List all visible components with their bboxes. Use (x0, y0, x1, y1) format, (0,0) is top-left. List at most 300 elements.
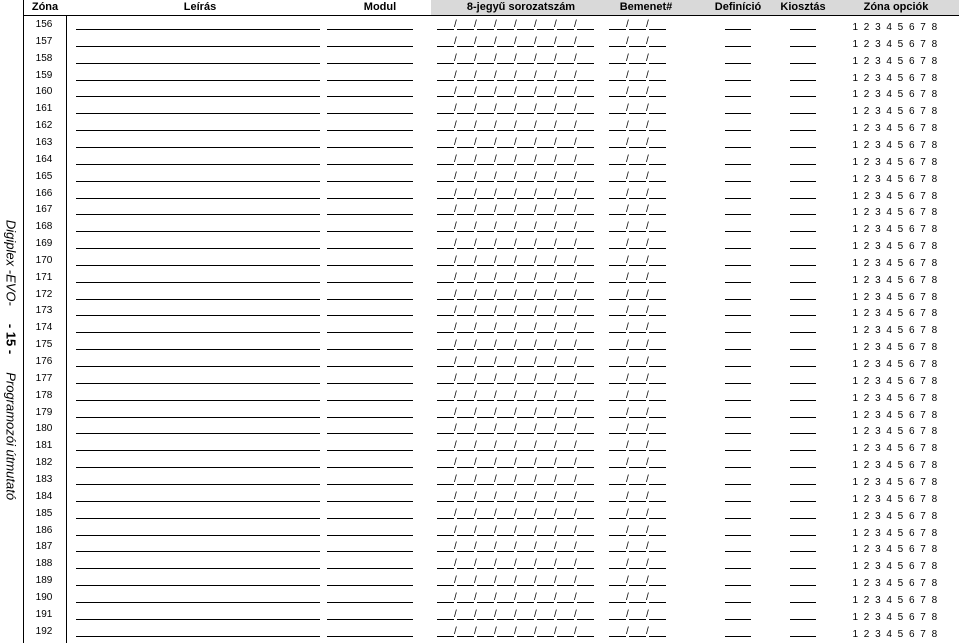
definition-field[interactable] (725, 315, 751, 316)
serial-digit-field[interactable] (477, 113, 494, 114)
input-digit-field[interactable] (609, 198, 626, 199)
option-number[interactable]: 7 (920, 476, 926, 488)
serial-digit-field[interactable] (437, 467, 454, 468)
option-number[interactable]: 6 (908, 89, 915, 101)
serial-digit-field[interactable] (457, 63, 474, 64)
serial-digit-field[interactable] (477, 450, 494, 451)
option-number[interactable]: 4 (886, 409, 892, 421)
serial-digit-field[interactable] (497, 349, 514, 350)
input-digit-field[interactable] (609, 501, 626, 502)
input-digit-field[interactable] (609, 130, 626, 131)
option-number[interactable]: 7 (920, 375, 926, 387)
serial-digit-field[interactable] (537, 96, 554, 97)
serial-digit-field[interactable] (517, 619, 534, 620)
serial-digit-field[interactable] (457, 147, 474, 148)
description-field[interactable] (76, 315, 320, 316)
option-number[interactable]: 7 (920, 359, 926, 370)
serial-digit-field[interactable] (557, 417, 574, 418)
zone-options[interactable] (850, 443, 940, 454)
option-number[interactable]: 6 (908, 409, 915, 421)
serial-digit-field[interactable] (437, 29, 454, 30)
zone-options[interactable] (850, 578, 940, 589)
input-digit-field[interactable] (609, 619, 626, 620)
option-number[interactable]: 3 (875, 274, 881, 286)
input-digit-field[interactable] (609, 551, 626, 552)
serial-digit-field[interactable] (557, 501, 574, 502)
input-digit-field[interactable] (649, 332, 666, 333)
serial-digit-field[interactable] (537, 63, 554, 64)
option-number[interactable]: 1 (852, 173, 859, 185)
input-digit-field[interactable] (629, 46, 646, 47)
option-number[interactable]: 4 (886, 55, 892, 67)
zone-options[interactable] (850, 140, 940, 151)
option-number[interactable]: 7 (920, 426, 926, 438)
option-number[interactable]: 7 (920, 443, 926, 455)
serial-digit-field[interactable] (577, 501, 594, 502)
option-number[interactable]: 2 (863, 628, 870, 640)
zone-options[interactable] (850, 292, 940, 303)
serial-digit-field[interactable] (557, 349, 574, 350)
serial-digit-field[interactable] (517, 299, 534, 300)
option-number[interactable]: 3 (875, 493, 881, 505)
option-number[interactable]: 7 (920, 274, 926, 286)
option-number[interactable]: 7 (920, 510, 926, 522)
serial-digit-field[interactable] (457, 214, 474, 215)
option-number[interactable]: 7 (920, 106, 926, 118)
serial-digit-field[interactable] (437, 282, 454, 283)
description-field[interactable] (76, 501, 320, 502)
partition-field[interactable] (790, 265, 816, 266)
description-field[interactable] (76, 551, 320, 552)
option-number[interactable]: 2 (863, 257, 870, 269)
definition-field[interactable] (725, 181, 751, 182)
definition-field[interactable] (725, 113, 751, 114)
option-number[interactable]: 6 (908, 527, 915, 539)
module-field[interactable] (327, 400, 413, 401)
option-number[interactable]: 1 (852, 426, 859, 438)
input-digit-field[interactable] (649, 551, 666, 552)
description-field[interactable] (76, 248, 320, 249)
definition-field[interactable] (725, 299, 751, 300)
description-field[interactable] (76, 568, 320, 569)
option-number[interactable]: 8 (931, 106, 938, 118)
option-number[interactable]: 3 (875, 308, 881, 320)
input-digit-field[interactable] (649, 198, 666, 199)
input-digit-field[interactable] (609, 433, 626, 434)
serial-digit-field[interactable] (457, 602, 474, 603)
option-number[interactable]: 2 (863, 594, 870, 606)
serial-digit-field[interactable] (497, 248, 514, 249)
serial-digit-field[interactable] (577, 450, 594, 451)
option-number[interactable]: 3 (875, 72, 881, 84)
definition-field[interactable] (725, 198, 751, 199)
option-number[interactable]: 3 (875, 561, 881, 573)
option-number[interactable]: 4 (886, 426, 892, 438)
option-number[interactable]: 1 (852, 392, 859, 404)
option-number[interactable]: 2 (863, 308, 870, 320)
option-number[interactable]: 7 (920, 409, 926, 421)
module-field[interactable] (327, 29, 413, 30)
input-digit-field[interactable] (609, 231, 626, 232)
input-digit-field[interactable] (629, 214, 646, 215)
option-number[interactable]: 3 (875, 224, 881, 236)
serial-digit-field[interactable] (437, 619, 454, 620)
definition-field[interactable] (725, 433, 751, 434)
input-digit-field[interactable] (609, 602, 626, 603)
serial-digit-field[interactable] (557, 332, 574, 333)
zone-options[interactable] (850, 426, 940, 437)
zone-options[interactable] (850, 39, 940, 50)
serial-digit-field[interactable] (497, 568, 514, 569)
input-digit-field[interactable] (649, 619, 666, 620)
serial-digit-field[interactable] (577, 231, 594, 232)
input-digit-field[interactable] (609, 63, 626, 64)
serial-digit-field[interactable] (537, 636, 554, 637)
option-number[interactable]: 2 (863, 190, 870, 202)
option-number[interactable]: 6 (908, 628, 915, 640)
option-number[interactable]: 4 (886, 22, 892, 33)
serial-digit-field[interactable] (437, 46, 454, 47)
module-field[interactable] (327, 619, 413, 620)
serial-digit-field[interactable] (477, 46, 494, 47)
zone-options[interactable] (850, 22, 940, 33)
module-field[interactable] (327, 433, 413, 434)
serial-digit-field[interactable] (457, 332, 474, 333)
serial-digit-field[interactable] (557, 265, 574, 266)
definition-field[interactable] (725, 96, 751, 97)
input-digit-field[interactable] (629, 80, 646, 81)
option-number[interactable]: 4 (886, 274, 892, 286)
option-number[interactable]: 7 (920, 224, 926, 236)
input-digit-field[interactable] (649, 585, 666, 586)
option-number[interactable]: 7 (920, 308, 926, 320)
definition-field[interactable] (725, 501, 751, 502)
option-number[interactable]: 7 (920, 38, 926, 50)
serial-digit-field[interactable] (457, 636, 474, 637)
option-number[interactable]: 4 (886, 594, 892, 606)
option-number[interactable]: 8 (931, 224, 938, 236)
input-digit-field[interactable] (629, 417, 646, 418)
option-number[interactable]: 5 (897, 561, 904, 573)
zone-options[interactable] (850, 56, 940, 67)
option-number[interactable]: 5 (897, 190, 904, 202)
option-number[interactable]: 7 (920, 460, 926, 472)
option-number[interactable]: 8 (931, 628, 938, 640)
serial-digit-field[interactable] (437, 383, 454, 384)
serial-digit-field[interactable] (497, 636, 514, 637)
option-number[interactable]: 1 (852, 241, 859, 253)
option-number[interactable]: 2 (863, 493, 870, 505)
definition-field[interactable] (725, 63, 751, 64)
serial-digit-field[interactable] (537, 484, 554, 485)
input-digit-field[interactable] (609, 467, 626, 468)
serial-digit-field[interactable] (437, 164, 454, 165)
option-number[interactable]: 5 (897, 426, 904, 438)
input-digit-field[interactable] (649, 231, 666, 232)
input-digit-field[interactable] (609, 147, 626, 148)
input-digit-field[interactable] (649, 63, 666, 64)
input-digit-field[interactable] (629, 29, 646, 30)
option-number[interactable]: 8 (931, 89, 938, 101)
option-number[interactable]: 6 (908, 106, 915, 118)
option-number[interactable]: 8 (931, 241, 938, 253)
option-number[interactable]: 6 (908, 241, 915, 253)
definition-field[interactable] (725, 551, 751, 552)
serial-digit-field[interactable] (517, 433, 534, 434)
option-number[interactable]: 6 (908, 510, 915, 522)
serial-digit-field[interactable] (477, 181, 494, 182)
description-field[interactable] (76, 602, 320, 603)
serial-digit-field[interactable] (497, 198, 514, 199)
option-number[interactable]: 8 (931, 544, 938, 556)
serial-digit-field[interactable] (577, 383, 594, 384)
option-number[interactable]: 2 (863, 156, 870, 168)
serial-digit-field[interactable] (437, 602, 454, 603)
option-number[interactable]: 5 (897, 291, 904, 303)
input-digit-field[interactable] (629, 113, 646, 114)
serial-digit-field[interactable] (477, 29, 494, 30)
serial-digit-field[interactable] (477, 417, 494, 418)
serial-digit-field[interactable] (577, 181, 594, 182)
input-digit-field[interactable] (629, 619, 646, 620)
input-digit-field[interactable] (649, 147, 666, 148)
serial-digit-field[interactable] (437, 80, 454, 81)
definition-field[interactable] (725, 535, 751, 536)
serial-digit-field[interactable] (517, 417, 534, 418)
serial-digit-field[interactable] (477, 164, 494, 165)
input-digit-field[interactable] (629, 568, 646, 569)
serial-digit-field[interactable] (517, 568, 534, 569)
input-digit-field[interactable] (629, 231, 646, 232)
option-number[interactable]: 2 (863, 72, 870, 84)
definition-field[interactable] (725, 602, 751, 603)
option-number[interactable]: 4 (886, 493, 892, 505)
serial-digit-field[interactable] (557, 383, 574, 384)
option-number[interactable]: 6 (908, 123, 915, 135)
input-digit-field[interactable] (609, 484, 626, 485)
serial-digit-field[interactable] (437, 248, 454, 249)
option-number[interactable]: 8 (931, 392, 938, 404)
option-number[interactable]: 5 (897, 544, 904, 556)
module-field[interactable] (327, 80, 413, 81)
option-number[interactable]: 8 (931, 578, 938, 590)
partition-field[interactable] (790, 484, 816, 485)
serial-digit-field[interactable] (497, 315, 514, 316)
option-number[interactable]: 7 (920, 578, 926, 590)
module-field[interactable] (327, 113, 413, 114)
serial-digit-field[interactable] (537, 164, 554, 165)
description-field[interactable] (76, 214, 320, 215)
partition-field[interactable] (790, 96, 816, 97)
input-digit-field[interactable] (649, 568, 666, 569)
definition-field[interactable] (725, 29, 751, 30)
serial-digit-field[interactable] (577, 113, 594, 114)
serial-digit-field[interactable] (457, 417, 474, 418)
serial-digit-field[interactable] (517, 450, 534, 451)
definition-field[interactable] (725, 248, 751, 249)
option-number[interactable]: 6 (908, 139, 915, 151)
option-number[interactable]: 2 (863, 342, 870, 354)
input-digit-field[interactable] (649, 450, 666, 451)
serial-digit-field[interactable] (577, 619, 594, 620)
option-number[interactable]: 3 (875, 173, 881, 185)
serial-digit-field[interactable] (497, 433, 514, 434)
input-digit-field[interactable] (609, 282, 626, 283)
input-digit-field[interactable] (629, 467, 646, 468)
description-field[interactable] (76, 181, 320, 182)
option-number[interactable]: 3 (875, 594, 881, 606)
module-field[interactable] (327, 568, 413, 569)
serial-digit-field[interactable] (557, 619, 574, 620)
serial-digit-field[interactable] (477, 551, 494, 552)
option-number[interactable]: 2 (863, 476, 870, 488)
description-field[interactable] (76, 282, 320, 283)
description-field[interactable] (76, 164, 320, 165)
option-number[interactable]: 2 (863, 123, 870, 135)
input-digit-field[interactable] (649, 29, 666, 30)
input-digit-field[interactable] (629, 96, 646, 97)
module-field[interactable] (327, 467, 413, 468)
definition-field[interactable] (725, 147, 751, 148)
serial-digit-field[interactable] (477, 467, 494, 468)
zone-options[interactable] (850, 258, 940, 269)
serial-digit-field[interactable] (497, 619, 514, 620)
option-number[interactable]: 3 (875, 89, 881, 101)
option-number[interactable]: 7 (920, 72, 926, 84)
serial-digit-field[interactable] (497, 231, 514, 232)
option-number[interactable]: 6 (908, 594, 915, 606)
serial-digit-field[interactable] (577, 417, 594, 418)
serial-digit-field[interactable] (457, 400, 474, 401)
option-number[interactable]: 5 (897, 241, 904, 253)
serial-digit-field[interactable] (517, 636, 534, 637)
definition-field[interactable] (725, 282, 751, 283)
serial-digit-field[interactable] (517, 147, 534, 148)
option-number[interactable]: 6 (908, 426, 915, 438)
option-number[interactable]: 5 (897, 392, 904, 404)
zone-options[interactable] (850, 561, 940, 572)
option-number[interactable]: 6 (908, 544, 915, 556)
option-number[interactable]: 5 (897, 527, 904, 539)
zone-options[interactable] (850, 224, 940, 235)
input-digit-field[interactable] (609, 568, 626, 569)
input-digit-field[interactable] (629, 299, 646, 300)
option-number[interactable]: 4 (886, 578, 892, 590)
input-digit-field[interactable] (649, 518, 666, 519)
option-number[interactable]: 4 (886, 291, 892, 303)
module-field[interactable] (327, 518, 413, 519)
partition-field[interactable] (790, 518, 816, 519)
input-digit-field[interactable] (609, 400, 626, 401)
serial-digit-field[interactable] (437, 181, 454, 182)
option-number[interactable]: 1 (852, 22, 859, 33)
input-digit-field[interactable] (649, 501, 666, 502)
serial-digit-field[interactable] (477, 501, 494, 502)
option-number[interactable]: 3 (875, 392, 881, 404)
option-number[interactable]: 1 (852, 72, 859, 84)
option-number[interactable]: 1 (852, 325, 859, 337)
serial-digit-field[interactable] (557, 214, 574, 215)
option-number[interactable]: 6 (908, 291, 915, 303)
serial-digit-field[interactable] (557, 484, 574, 485)
serial-digit-field[interactable] (497, 417, 514, 418)
serial-digit-field[interactable] (537, 535, 554, 536)
serial-digit-field[interactable] (477, 282, 494, 283)
option-number[interactable]: 1 (852, 156, 859, 168)
serial-digit-field[interactable] (497, 46, 514, 47)
serial-digit-field[interactable] (477, 619, 494, 620)
serial-digit-field[interactable] (497, 501, 514, 502)
serial-digit-field[interactable] (457, 315, 474, 316)
definition-field[interactable] (725, 518, 751, 519)
description-field[interactable] (76, 80, 320, 81)
serial-digit-field[interactable] (457, 113, 474, 114)
option-number[interactable]: 1 (852, 308, 859, 320)
option-number[interactable]: 2 (863, 224, 870, 236)
module-field[interactable] (327, 602, 413, 603)
option-number[interactable]: 7 (920, 257, 926, 269)
serial-digit-field[interactable] (537, 568, 554, 569)
serial-digit-field[interactable] (497, 299, 514, 300)
option-number[interactable]: 2 (863, 561, 870, 573)
definition-field[interactable] (725, 585, 751, 586)
option-number[interactable]: 5 (897, 510, 904, 522)
input-digit-field[interactable] (609, 450, 626, 451)
option-number[interactable]: 3 (875, 156, 881, 168)
description-field[interactable] (76, 417, 320, 418)
serial-digit-field[interactable] (537, 467, 554, 468)
serial-digit-field[interactable] (517, 46, 534, 47)
option-number[interactable]: 5 (897, 106, 904, 118)
serial-digit-field[interactable] (477, 535, 494, 536)
input-digit-field[interactable] (649, 349, 666, 350)
serial-digit-field[interactable] (537, 130, 554, 131)
module-field[interactable] (327, 198, 413, 199)
option-number[interactable]: 8 (931, 611, 938, 623)
option-number[interactable]: 7 (920, 291, 926, 303)
option-number[interactable]: 4 (886, 544, 892, 556)
serial-digit-field[interactable] (517, 130, 534, 131)
description-field[interactable] (76, 366, 320, 367)
serial-digit-field[interactable] (477, 198, 494, 199)
option-number[interactable]: 6 (908, 493, 915, 505)
option-number[interactable]: 8 (931, 443, 938, 455)
input-digit-field[interactable] (629, 198, 646, 199)
option-number[interactable]: 3 (875, 527, 881, 539)
zone-options[interactable] (850, 106, 940, 117)
option-number[interactable]: 5 (897, 173, 904, 185)
description-field[interactable] (76, 585, 320, 586)
option-number[interactable]: 2 (863, 544, 870, 556)
serial-digit-field[interactable] (517, 96, 534, 97)
serial-digit-field[interactable] (557, 113, 574, 114)
input-digit-field[interactable] (629, 349, 646, 350)
input-digit-field[interactable] (629, 130, 646, 131)
serial-digit-field[interactable] (437, 484, 454, 485)
serial-digit-field[interactable] (477, 636, 494, 637)
option-number[interactable]: 5 (897, 224, 904, 236)
option-number[interactable]: 1 (852, 460, 859, 472)
serial-digit-field[interactable] (577, 602, 594, 603)
serial-digit-field[interactable] (517, 602, 534, 603)
option-number[interactable]: 3 (875, 22, 881, 33)
serial-digit-field[interactable] (577, 315, 594, 316)
option-number[interactable]: 8 (931, 460, 938, 472)
serial-digit-field[interactable] (457, 518, 474, 519)
partition-field[interactable] (790, 299, 816, 300)
option-number[interactable]: 7 (920, 241, 926, 253)
serial-digit-field[interactable] (477, 332, 494, 333)
